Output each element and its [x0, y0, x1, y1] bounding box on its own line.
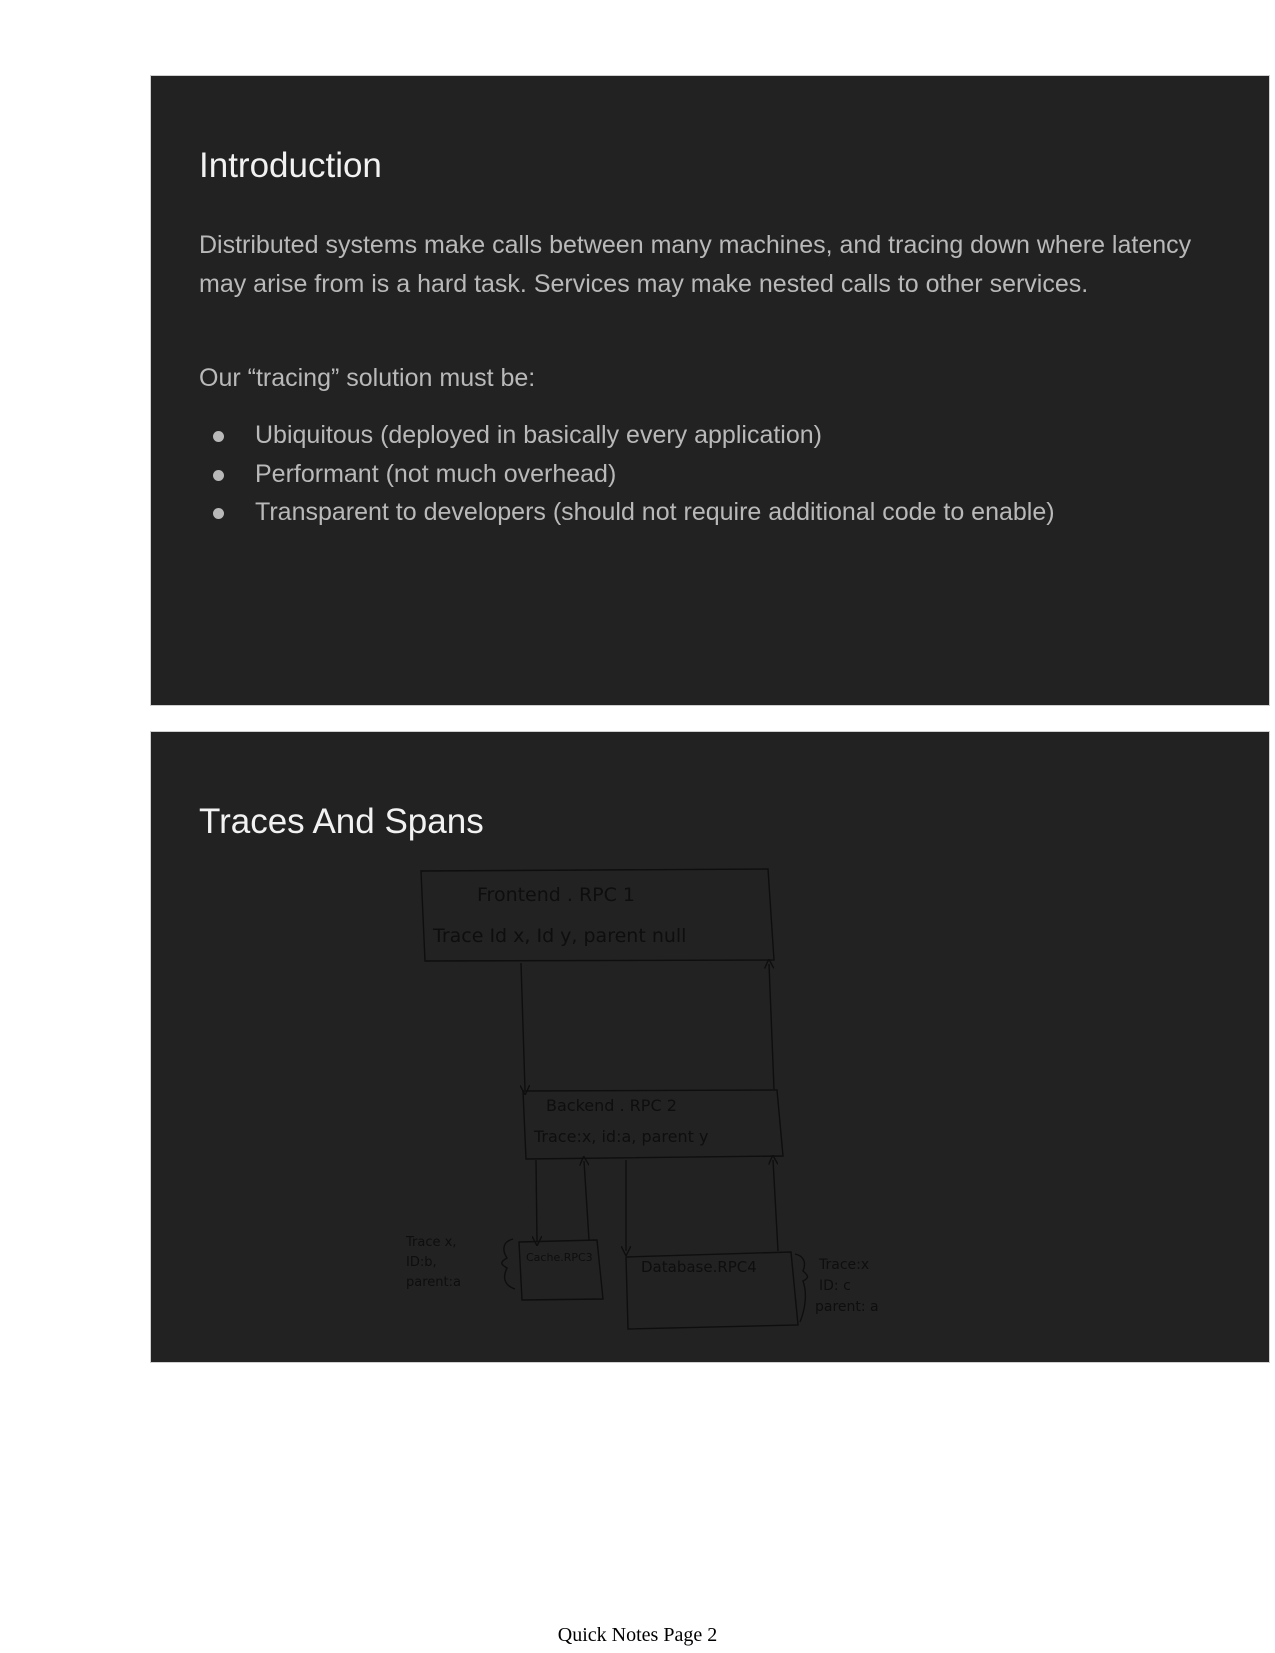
- cache-span-box: [519, 1240, 603, 1300]
- database-span-title: Database.RPC4: [641, 1258, 757, 1276]
- backend-span-meta: Trace:x, id:a, parent y: [534, 1127, 709, 1146]
- return-arrow: [769, 964, 774, 1089]
- page-footer: Quick Notes Page 2: [557, 1624, 718, 1646]
- bullet-icon: [213, 431, 224, 442]
- slide-traces-and-spans: [150, 731, 1270, 1363]
- slide-title: Traces And Spans: [199, 802, 484, 841]
- list-item: [199, 455, 1055, 494]
- slide-title: Introduction: [199, 146, 382, 185]
- cache-note-line: parent:a: [406, 1275, 461, 1290]
- cache-span-title: Cache.RPC3: [526, 1251, 593, 1264]
- list-item-text: Performant (not much overhead): [255, 459, 617, 488]
- bullet-icon: [213, 470, 224, 481]
- requirements-list: [199, 416, 1055, 532]
- frontend-span-title: Frontend . RPC 1: [477, 884, 636, 906]
- call-arrow: [536, 1160, 537, 1241]
- list-item: [199, 493, 1055, 532]
- frontend-span-meta: Trace Id x, Id y, parent null: [433, 925, 687, 947]
- cache-note-line: Trace x,: [406, 1235, 457, 1250]
- requirements-lead: Our “tracing” solution must be:: [199, 364, 536, 392]
- list-item-text: Transparent to developers (should not require additional code to enable): [255, 498, 1055, 526]
- slide-introduction: [150, 75, 1270, 706]
- database-note-line: Trace:x: [819, 1257, 870, 1273]
- intro-paragraph: Distributed systems make calls between many machines, and tracing down where latency may arise from is a hard task. Services may make nested calls to other services.: [199, 231, 1192, 298]
- frontend-span-box: [421, 869, 774, 961]
- database-note-line: ID: c: [819, 1278, 851, 1294]
- return-arrow: [773, 1160, 778, 1251]
- brace-icon: [502, 1239, 515, 1289]
- return-arrow: [584, 1161, 589, 1240]
- backend-span-title: Backend . RPC 2: [546, 1096, 677, 1115]
- trace-span-diagram: [151, 732, 1271, 1364]
- list-item-text: Ubiquitous (deployed in basically every application): [255, 421, 822, 449]
- call-arrow: [521, 963, 525, 1090]
- bullet-icon: [213, 508, 224, 519]
- cache-note-line: ID:b,: [406, 1255, 437, 1270]
- list-item: [199, 416, 1055, 455]
- database-note-line: parent: a: [815, 1299, 879, 1315]
